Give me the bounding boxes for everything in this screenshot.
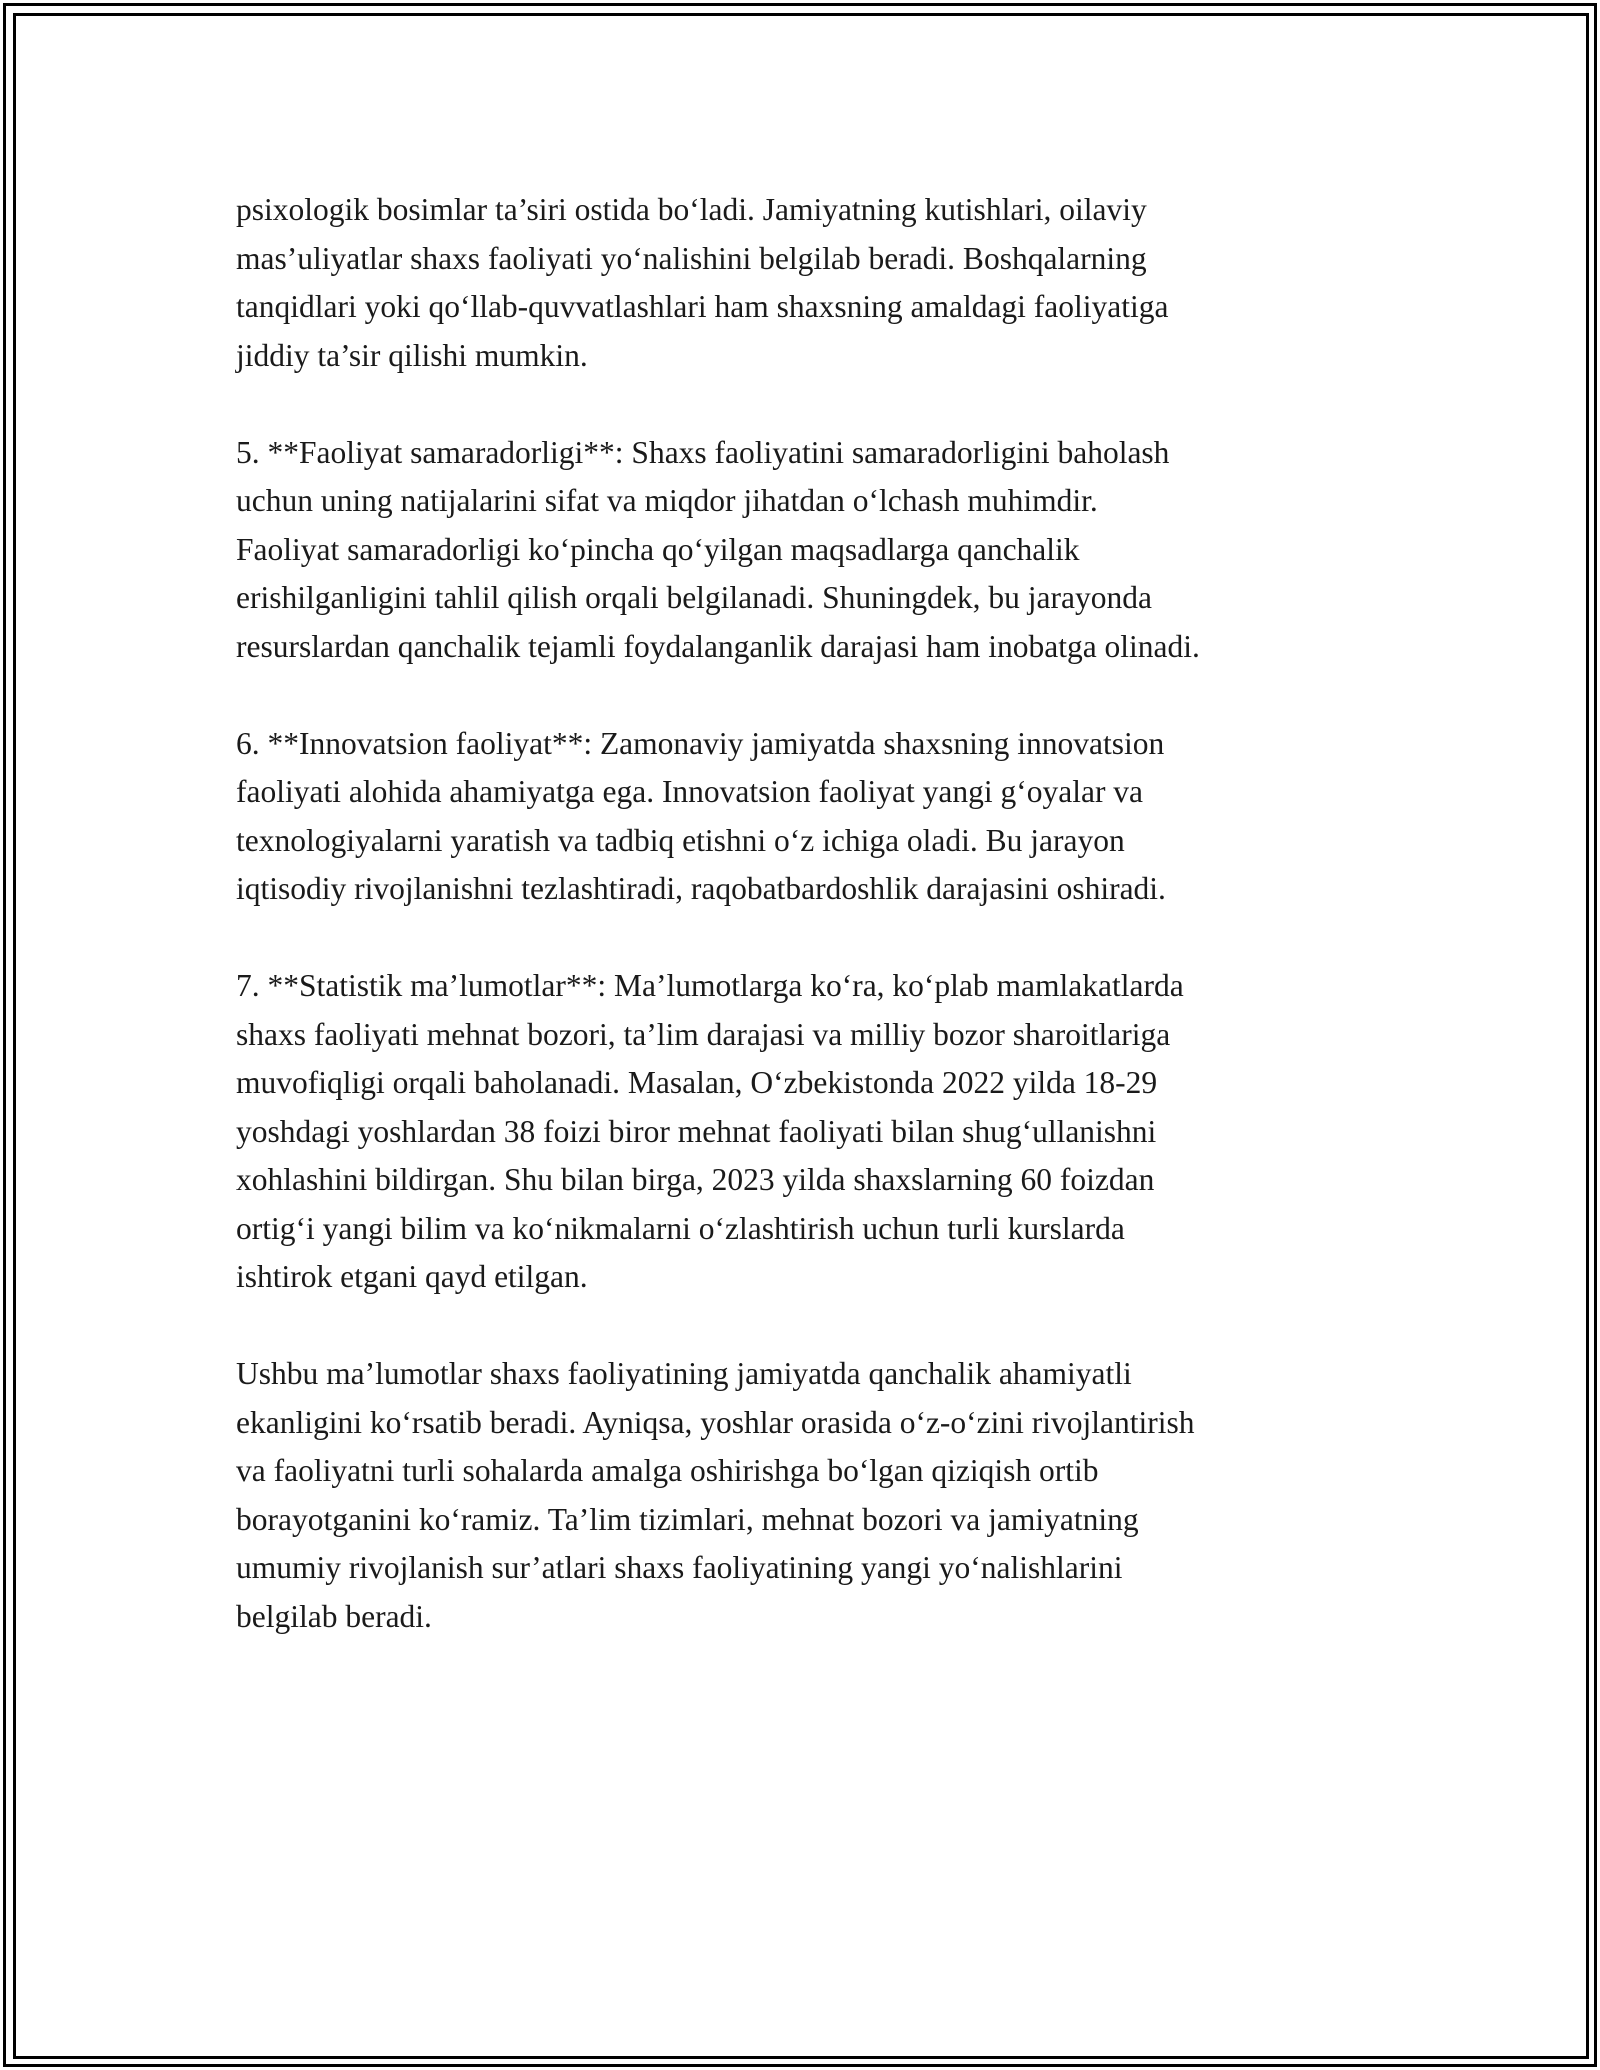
text-line: 7. **Statistik ma’lumotlar**: Ma’lumotlarga ko‘ra, ko‘plab mamlakatlarda: [236, 968, 1184, 1003]
paragraph-item-7: [236, 962, 1376, 1302]
paragraph-intro: [236, 186, 1376, 380]
text-line: resurslardan qanchalik tejamli foydalanganlik darajasi ham inobatga olinadi.: [236, 628, 1200, 664]
text-line: ekanligini ko‘rsatib beradi. Ayniqsa, yoshlar orasida o‘z-o‘zini rivojlantirish: [236, 1404, 1195, 1440]
text-line: umumiy rivojlanish sur’atlari shaxs faoliyatining yangi yo‘nalishlarini: [236, 1550, 1123, 1585]
document-body: [236, 186, 1376, 1641]
text-line: texnologiyalarni yaratish va tadbiq etishni o‘z ichiga oladi. Bu jarayon: [236, 822, 1125, 858]
text-line: belgilab beradi.: [236, 1598, 432, 1634]
text-line: psixologik bosimlar ta’siri ostida bo‘ladi. Jamiyatning kutishlari, oilaviy: [236, 192, 1147, 227]
text-line: xohlashini bildirgan. Shu bilan birga, 2023 yilda shaxslarning 60 foizdan: [236, 1162, 1155, 1197]
paragraph-item-5: [236, 429, 1376, 672]
text-line: 6. **Innovatsion faoliyat**: Zamonaviy jamiyatda shaxsning innovatsion: [236, 725, 1165, 761]
text-line: mas’uliyatlar shaxs faoliyati yo‘nalishini belgilab beradi. Boshqalarning: [236, 240, 1147, 276]
text-line: uchun uning natijalarini sifat va miqdor jihatdan o‘lchash muhimdir.: [236, 483, 1098, 518]
text-line: faoliyati alohida ahamiyatga ega. Innovatsion faoliyat yangi g‘oyalar va: [236, 774, 1144, 809]
text-line: muvofiqligi orqali baholanadi. Masalan, O‘zbekistonda 2022 yilda 18-29: [236, 1065, 1158, 1100]
text-line: yoshdagi yoshlardan 38 foizi biror mehnat faoliyati bilan shug‘ullanishni: [236, 1113, 1157, 1149]
paragraph-conclusion: [236, 1350, 1376, 1641]
text-line: ortig‘i yangi bilim va ko‘nikmalarni o‘zlashtirish uchun turli kurslarda: [236, 1210, 1125, 1246]
paragraph-item-6: [236, 720, 1376, 914]
text-line: iqtisodiy rivojlanishni tezlashtiradi, raqobatbardoshlik darajasini oshiradi.: [236, 871, 1166, 906]
text-line: erishilganligini tahlil qilish orqali belgilanadi. Shuningdek, bu jarayonda: [236, 580, 1152, 615]
text-line: 5. **Faoliyat samaradorligi**: Shaxs faoliyatini samaradorligini baholash: [236, 434, 1170, 470]
text-line: va faoliyatni turli sohalarda amalga oshirishga bo‘lgan qiziqish ortib: [236, 1453, 1099, 1488]
text-line: Ushbu ma’lumotlar shaxs faoliyatining jamiyatda qanchalik ahamiyatli: [236, 1356, 1132, 1391]
text-line: shaxs faoliyati mehnat bozori, ta’lim darajasi va milliy bozor sharoitlariga: [236, 1016, 1171, 1052]
text-line: borayotganini ko‘ramiz. Ta’lim tizimlari, mehnat bozori va jamiyatning: [236, 1501, 1139, 1537]
text-line: jiddiy ta’sir qilishi mumkin.: [236, 337, 588, 373]
text-line: ishtirok etgani qayd etilgan.: [236, 1259, 588, 1294]
text-line: Faoliyat samaradorligi ko‘pincha qo‘yilgan maqsadlarga qanchalik: [236, 531, 1080, 567]
text-line: tanqidlari yoki qo‘llab-quvvatlashlari ham shaxsning amaldagi faoliyatiga: [236, 289, 1169, 324]
